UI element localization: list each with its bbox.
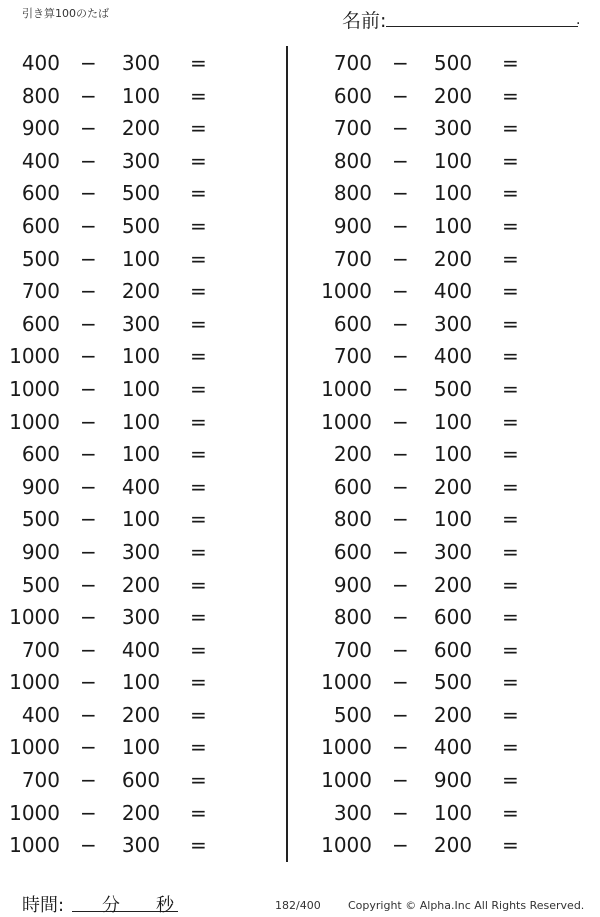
subtrahend: 100 — [121, 735, 161, 760]
equals-sign: = — [502, 279, 519, 304]
problem-column-left — [0, 47, 240, 862]
subtrahend: 200 — [433, 572, 473, 597]
equals-sign: = — [190, 833, 207, 858]
minus-sign: − — [80, 702, 97, 727]
minuend: 1000 — [321, 279, 372, 304]
problem-row — [312, 438, 552, 471]
problem-row — [0, 373, 240, 406]
subtrahend: 100 — [121, 670, 161, 695]
minuend: 700 — [21, 768, 60, 793]
problem-row — [0, 829, 240, 862]
subtrahend: 100 — [433, 148, 473, 173]
equals-sign: = — [190, 800, 207, 825]
equals-sign: = — [502, 148, 519, 173]
subtrahend: 100 — [433, 507, 473, 532]
minus-sign: − — [392, 181, 409, 206]
equals-sign: = — [190, 181, 207, 206]
problem-row — [312, 243, 552, 276]
minus-sign: − — [392, 768, 409, 793]
minuend: 600 — [333, 539, 372, 564]
minuend: 1000 — [9, 735, 60, 760]
equals-sign: = — [190, 246, 207, 271]
equals-sign: = — [502, 637, 519, 662]
problem-row — [312, 797, 552, 830]
subtrahend: 300 — [121, 605, 161, 630]
subtrahend: 100 — [121, 344, 161, 369]
equals-sign: = — [190, 409, 207, 434]
minuend: 900 — [21, 116, 60, 141]
equals-sign: = — [502, 735, 519, 760]
minuend: 1000 — [321, 670, 372, 695]
problem-row — [312, 210, 552, 243]
subtrahend: 100 — [121, 409, 161, 434]
minus-sign: − — [80, 572, 97, 597]
minute-label: 分 — [102, 895, 120, 916]
minus-sign: − — [392, 311, 409, 336]
equals-sign: = — [190, 539, 207, 564]
subtrahend: 500 — [433, 51, 473, 75]
minus-sign: − — [392, 409, 409, 434]
minuend: 800 — [21, 83, 60, 108]
minuend: 1000 — [9, 409, 60, 434]
minus-sign: − — [392, 572, 409, 597]
equals-sign: = — [502, 213, 519, 238]
problem-row — [0, 275, 240, 308]
subtrahend: 500 — [121, 213, 161, 238]
equals-sign: = — [190, 311, 207, 336]
problem-row — [0, 80, 240, 113]
equals-sign: = — [190, 735, 207, 760]
problem-row — [0, 471, 240, 504]
minuend: 500 — [21, 246, 60, 271]
equals-sign: = — [190, 474, 207, 499]
problem-row — [312, 340, 552, 373]
problem-row — [312, 406, 552, 439]
equals-sign: = — [190, 344, 207, 369]
minus-sign: − — [80, 246, 97, 271]
subtrahend: 400 — [121, 637, 161, 662]
subtrahend: 200 — [433, 83, 473, 108]
subtrahend: 900 — [433, 768, 473, 793]
subtrahend: 100 — [433, 800, 473, 825]
problem-row — [312, 536, 552, 569]
subtrahend: 200 — [121, 702, 161, 727]
equals-sign: = — [190, 768, 207, 793]
problem-row — [0, 731, 240, 764]
equals-sign: = — [190, 279, 207, 304]
subtrahend: 600 — [121, 768, 161, 793]
column-divider — [286, 46, 288, 862]
subtrahend: 300 — [121, 311, 161, 336]
minus-sign: − — [392, 833, 409, 858]
minuend: 1000 — [321, 735, 372, 760]
minuend: 500 — [21, 507, 60, 532]
equals-sign: = — [502, 702, 519, 727]
minuend: 900 — [21, 474, 60, 499]
equals-sign: = — [190, 148, 207, 173]
minuend: 900 — [333, 572, 372, 597]
equals-sign: = — [190, 51, 207, 75]
minus-sign: − — [80, 311, 97, 336]
subtrahend: 100 — [433, 181, 473, 206]
subtrahend: 400 — [433, 344, 473, 369]
equals-sign: = — [190, 507, 207, 532]
equals-sign: = — [502, 768, 519, 793]
minus-sign: − — [80, 605, 97, 630]
minus-sign: − — [80, 539, 97, 564]
equals-sign: = — [190, 213, 207, 238]
worksheet-title: 引き算100のたば — [22, 7, 109, 20]
subtrahend: 200 — [121, 572, 161, 597]
equals-sign: = — [502, 442, 519, 467]
subtrahend: 600 — [433, 605, 473, 630]
minus-sign: − — [80, 181, 97, 206]
minuend: 1000 — [321, 376, 372, 401]
problem-row — [312, 699, 552, 732]
minuend: 600 — [333, 311, 372, 336]
subtrahend: 300 — [433, 539, 473, 564]
equals-sign: = — [502, 376, 519, 401]
problem-row — [312, 731, 552, 764]
minus-sign: − — [80, 670, 97, 695]
subtrahend: 200 — [433, 702, 473, 727]
equals-sign: = — [502, 51, 519, 75]
minus-sign: − — [392, 376, 409, 401]
name-write-line[interactable] — [386, 26, 578, 27]
problem-column-right — [312, 47, 552, 862]
minuend: 900 — [333, 213, 372, 238]
minus-sign: − — [392, 539, 409, 564]
problem-row — [312, 601, 552, 634]
problem-row — [0, 406, 240, 439]
subtrahend: 400 — [121, 474, 161, 499]
problem-row — [312, 666, 552, 699]
minuend: 800 — [333, 605, 372, 630]
problem-row — [312, 308, 552, 341]
equals-sign: = — [502, 800, 519, 825]
second-label: 秒 — [156, 895, 174, 916]
problem-row — [0, 210, 240, 243]
minuend: 700 — [333, 344, 372, 369]
minus-sign: − — [392, 507, 409, 532]
time-label: 時間: — [22, 895, 65, 916]
subtrahend: 300 — [433, 116, 473, 141]
minuend: 700 — [333, 637, 372, 662]
subtrahend: 300 — [121, 148, 161, 173]
problem-row — [0, 145, 240, 178]
minuend: 700 — [333, 116, 372, 141]
minuend: 800 — [333, 148, 372, 173]
name-line-end-dot: . — [576, 12, 581, 28]
minus-sign: − — [392, 344, 409, 369]
subtrahend: 200 — [121, 279, 161, 304]
subtrahend: 200 — [121, 116, 161, 141]
problem-row — [0, 438, 240, 471]
equals-sign: = — [190, 670, 207, 695]
minuend: 1000 — [9, 800, 60, 825]
subtrahend: 200 — [433, 833, 473, 858]
equals-sign: = — [190, 83, 207, 108]
minus-sign: − — [80, 409, 97, 434]
minuend: 1000 — [321, 409, 372, 434]
problem-row — [312, 471, 552, 504]
equals-sign: = — [502, 116, 519, 141]
equals-sign: = — [502, 246, 519, 271]
subtrahend: 100 — [121, 442, 161, 467]
problem-row — [0, 536, 240, 569]
equals-sign: = — [502, 539, 519, 564]
equals-sign: = — [190, 702, 207, 727]
minus-sign: − — [392, 637, 409, 662]
minus-sign: − — [80, 442, 97, 467]
minuend: 400 — [21, 148, 60, 173]
equals-sign: = — [502, 311, 519, 336]
minus-sign: − — [80, 474, 97, 499]
minuend: 1000 — [9, 376, 60, 401]
minus-sign: − — [392, 702, 409, 727]
subtrahend: 300 — [121, 539, 161, 564]
minus-sign: − — [80, 800, 97, 825]
minus-sign: − — [392, 800, 409, 825]
minus-sign: − — [80, 637, 97, 662]
minus-sign: − — [392, 213, 409, 238]
problem-row — [0, 243, 240, 276]
minus-sign: − — [392, 474, 409, 499]
problem-row — [312, 80, 552, 113]
minuend: 800 — [333, 181, 372, 206]
minus-sign: − — [392, 148, 409, 173]
equals-sign: = — [190, 116, 207, 141]
minuend: 400 — [21, 51, 60, 75]
page-number: 182/400 — [275, 899, 321, 912]
minuend: 1000 — [9, 833, 60, 858]
subtrahend: 500 — [433, 670, 473, 695]
equals-sign: = — [502, 833, 519, 858]
problem-row — [312, 275, 552, 308]
subtrahend: 200 — [121, 800, 161, 825]
minuend: 1000 — [9, 344, 60, 369]
minuend: 200 — [333, 442, 372, 467]
equals-sign: = — [502, 409, 519, 434]
problem-row — [0, 308, 240, 341]
problem-row — [0, 797, 240, 830]
problem-row — [312, 373, 552, 406]
problem-row — [312, 503, 552, 536]
problem-row — [0, 569, 240, 602]
subtrahend: 200 — [433, 474, 473, 499]
minuend: 700 — [333, 51, 372, 75]
minuend: 700 — [333, 246, 372, 271]
minus-sign: − — [80, 507, 97, 532]
problem-row — [312, 112, 552, 145]
minuend: 800 — [333, 507, 372, 532]
minuend: 600 — [21, 311, 60, 336]
equals-sign: = — [502, 474, 519, 499]
minus-sign: − — [392, 605, 409, 630]
equals-sign: = — [502, 670, 519, 695]
subtrahend: 300 — [433, 311, 473, 336]
minus-sign: − — [80, 279, 97, 304]
minus-sign: − — [392, 83, 409, 108]
minus-sign: − — [80, 376, 97, 401]
minuend: 400 — [21, 702, 60, 727]
minus-sign: − — [80, 735, 97, 760]
equals-sign: = — [190, 572, 207, 597]
minuend: 900 — [21, 539, 60, 564]
problem-row — [0, 177, 240, 210]
minuend: 600 — [333, 474, 372, 499]
problem-row — [312, 145, 552, 178]
minus-sign: − — [80, 83, 97, 108]
equals-sign: = — [502, 572, 519, 597]
problem-row — [312, 47, 552, 80]
equals-sign: = — [502, 507, 519, 532]
subtrahend: 300 — [121, 51, 161, 75]
subtrahend: 100 — [121, 376, 161, 401]
equals-sign: = — [502, 605, 519, 630]
minuend: 1000 — [9, 670, 60, 695]
copyright-notice: Copyright © Alpha.Inc All Rights Reserved. — [348, 899, 585, 912]
name-label: 名前: — [342, 10, 387, 32]
subtrahend: 100 — [433, 409, 473, 434]
equals-sign: = — [190, 605, 207, 630]
minus-sign: − — [80, 768, 97, 793]
equals-sign: = — [190, 442, 207, 467]
problem-row — [312, 829, 552, 862]
minus-sign: − — [392, 51, 409, 75]
problem-row — [0, 503, 240, 536]
equals-sign: = — [190, 376, 207, 401]
equals-sign: = — [502, 83, 519, 108]
minus-sign: − — [80, 213, 97, 238]
minuend: 600 — [21, 442, 60, 467]
minuend: 1000 — [321, 833, 372, 858]
subtrahend: 100 — [121, 507, 161, 532]
subtrahend: 300 — [121, 833, 161, 858]
minuend: 500 — [21, 572, 60, 597]
minuend: 1000 — [321, 768, 372, 793]
equals-sign: = — [502, 181, 519, 206]
subtrahend: 100 — [433, 442, 473, 467]
minus-sign: − — [80, 148, 97, 173]
problem-row — [312, 634, 552, 667]
problem-row — [0, 112, 240, 145]
minus-sign: − — [80, 116, 97, 141]
equals-sign: = — [190, 637, 207, 662]
subtrahend: 400 — [433, 279, 473, 304]
subtrahend: 500 — [121, 181, 161, 206]
minus-sign: − — [392, 442, 409, 467]
problem-row — [0, 340, 240, 373]
minuend: 700 — [21, 637, 60, 662]
problem-row — [312, 177, 552, 210]
minus-sign: − — [392, 116, 409, 141]
minuend: 300 — [333, 800, 372, 825]
problem-row — [0, 601, 240, 634]
minuend: 1000 — [9, 605, 60, 630]
subtrahend: 400 — [433, 735, 473, 760]
minus-sign: − — [392, 246, 409, 271]
minus-sign: − — [392, 735, 409, 760]
problem-row — [0, 699, 240, 732]
minuend: 600 — [21, 181, 60, 206]
minus-sign: − — [392, 670, 409, 695]
problem-row — [312, 569, 552, 602]
minus-sign: − — [392, 279, 409, 304]
footer — [0, 885, 600, 917]
equals-sign: = — [502, 344, 519, 369]
problem-row — [0, 764, 240, 797]
problem-row — [0, 47, 240, 80]
minus-sign: − — [80, 51, 97, 75]
subtrahend: 200 — [433, 246, 473, 271]
problem-row — [312, 764, 552, 797]
subtrahend: 500 — [433, 376, 473, 401]
minuend: 600 — [21, 213, 60, 238]
minuend: 500 — [333, 702, 372, 727]
minuend: 700 — [21, 279, 60, 304]
minus-sign: − — [80, 344, 97, 369]
subtrahend: 600 — [433, 637, 473, 662]
minus-sign: − — [80, 833, 97, 858]
problem-row — [0, 666, 240, 699]
subtrahend: 100 — [433, 213, 473, 238]
minuend: 600 — [333, 83, 372, 108]
name-field-area — [342, 6, 582, 32]
subtrahend: 100 — [121, 83, 161, 108]
subtrahend: 100 — [121, 246, 161, 271]
problem-row — [0, 634, 240, 667]
